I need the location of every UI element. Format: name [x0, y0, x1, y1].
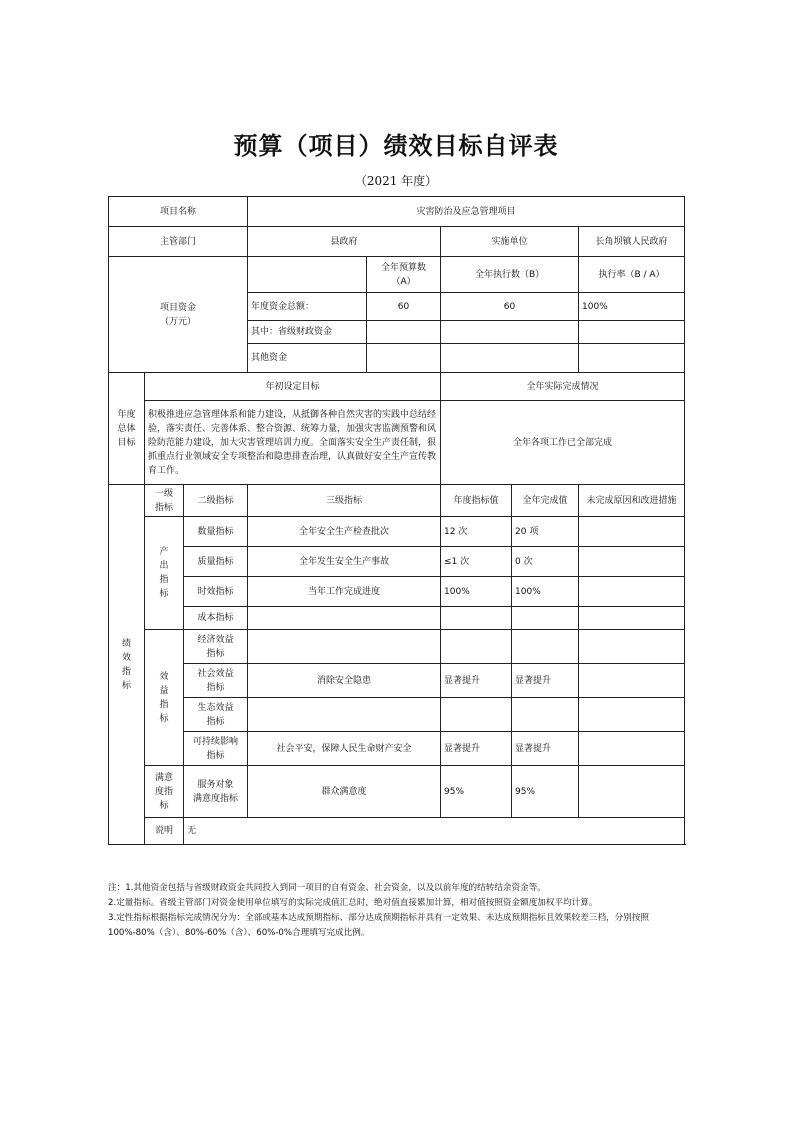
funds-row-label: 其他资金: [248, 344, 367, 373]
funds-row-budget: 60: [367, 293, 441, 321]
funds-row-budget: [367, 321, 441, 344]
indicator-actual: 显著提升: [512, 732, 579, 766]
funds-row-rate: [579, 321, 685, 344]
indicator-actual: 100%: [512, 577, 579, 607]
project-name-value: 灾害防治及应急管理项目: [248, 197, 685, 227]
goals-header-row: [109, 373, 685, 401]
remark-label: 说明: [145, 818, 184, 845]
indicator-level3: [248, 698, 441, 732]
indicator-row: [109, 698, 685, 732]
indicator-actual: 20 项: [512, 517, 579, 547]
indicator-level2: 质量指标: [184, 547, 248, 577]
funds-row-budget: [367, 344, 441, 373]
indicator-reason: [579, 517, 685, 547]
indicator-row: [109, 732, 685, 766]
indicator-row: [109, 547, 685, 577]
perf-header-target: 年度指标值: [441, 485, 512, 517]
benefit-indicator-label: 效 益 指 标: [145, 630, 184, 766]
goals-planned-text: 积极推进应急管理体系和能力建设，从抵御各种自然灾害的实践中总结经验，落实责任、完善体系、整合资源、统筹力量，加强灾害监测预警和风险防范能力建设，加大灾害管理培训力度。全面落实安全生产责任制，狠抓重点行业领域安全专项整治和隐患排查治理，认真做好安全生产宣传教育工作。: [145, 401, 441, 485]
indicator-row: [109, 577, 685, 607]
funds-row-rate: [579, 344, 685, 373]
indicator-level3: 全年安全生产检查批次: [248, 517, 441, 547]
indicator-reason: [579, 766, 685, 818]
remark-value: 无: [184, 818, 685, 845]
department-row: [109, 227, 685, 257]
indicator-level3: 消除安全隐患: [248, 664, 441, 698]
indicator-reason: [579, 664, 685, 698]
indicator-reason: [579, 607, 685, 630]
funds-row-exec: [441, 321, 579, 344]
col-exec-header: 全年执行数（B）: [441, 257, 579, 293]
indicator-actual: [512, 607, 579, 630]
indicator-reason: [579, 630, 685, 664]
indicator-level3: [248, 607, 441, 630]
col-rate-header: 执行率（B / A）: [579, 257, 685, 293]
indicator-row: [109, 766, 685, 818]
indicator-target: 12 次: [441, 517, 512, 547]
page-title: 预算（项目）绩效目标自评表: [233, 131, 559, 160]
funds-row-label: 年度资金总额：: [248, 293, 367, 321]
footnote: 2.定量指标。省级主管部门对资金使用单位填写的实际完成值汇总时，绝对值直接累加计算，相对值按照资金额度加权平均计算。: [108, 898, 598, 908]
indicator-level2: 可持续影响 指标: [184, 732, 248, 766]
perf-header-level3: 三级指标: [248, 485, 441, 517]
indicator-level2: 服务对象 满意度指标: [184, 766, 248, 818]
indicator-reason: [579, 547, 685, 577]
footnote: 3.定性指标根据指标完成情况分为：全部或基本达成预期指标、部分达成预期指标并具有一定效果、未达成预期指标且效果较差三档，分别按照 100%-80%（含）、80%-60%（含）、60%-0%合理填写完成比例。: [108, 913, 650, 938]
perf-header-reason: 未完成原因和改进措施: [579, 485, 685, 517]
indicator-target: 95%: [441, 766, 512, 818]
indicator-reason: [579, 732, 685, 766]
indicator-actual: 0 次: [512, 547, 579, 577]
perf-header-row: [109, 485, 685, 517]
perf-header-level1: 一级 指标: [145, 485, 184, 517]
funds-header-empty: [248, 257, 367, 293]
indicator-actual: 显著提升: [512, 664, 579, 698]
indicator-level3: 当年工作完成进度: [248, 577, 441, 607]
indicator-level2: 时效指标: [184, 577, 248, 607]
col-budget-header: 全年预算数 （A）: [367, 257, 441, 293]
dept-label: 主管部门: [109, 227, 248, 257]
goals-body-row: [109, 401, 685, 485]
perf-section-label: 绩 效 指 标: [109, 485, 145, 845]
indicator-target: [441, 630, 512, 664]
page-subtitle: （2021 年度）: [354, 174, 438, 188]
indicator-reason: [579, 698, 685, 732]
indicator-row: [109, 630, 685, 664]
remark-row: [109, 818, 685, 845]
footnote: 注：1.其他资金包括与省级财政资金共同投入到同一项目的自有资金、社会资金，以及以前年度的结转结余资金等。: [108, 883, 546, 893]
dept-value: 县政府: [248, 227, 441, 257]
footnotes: [108, 881, 686, 941]
indicator-row: [109, 664, 685, 698]
indicator-level3: 全年发生安全生产事故: [248, 547, 441, 577]
indicator-target: 显著提升: [441, 664, 512, 698]
funds-label: 项目资金 （万元）: [109, 257, 248, 373]
project-name-label: 项目名称: [109, 197, 248, 227]
indicator-target: 显著提升: [441, 732, 512, 766]
indicator-target: 100%: [441, 577, 512, 607]
funds-row-exec: [441, 344, 579, 373]
funds-row-rate: 100%: [579, 293, 685, 321]
output-indicator-label: 产 出 指 标: [145, 517, 184, 630]
indicator-reason: [579, 577, 685, 607]
indicator-row: [109, 517, 685, 547]
evaluation-table: [108, 196, 685, 845]
indicator-actual: [512, 630, 579, 664]
indicator-level2: 成本指标: [184, 607, 248, 630]
goals-label: 年度 总体 目标: [109, 373, 145, 485]
goals-actual-header: 全年实际完成情况: [441, 373, 685, 401]
impl-unit-value: 长角坝镇人民政府: [579, 227, 685, 257]
goals-planned-header: 年初设定目标: [145, 373, 441, 401]
indicator-target: ≤1 次: [441, 547, 512, 577]
funds-row-label: 其中：省级财政资金: [248, 321, 367, 344]
satisfaction-indicator-label: 满意 度指 标: [145, 766, 184, 818]
perf-header-level2: 二级指标: [184, 485, 248, 517]
indicator-row: [109, 607, 685, 630]
indicator-level2: 社会效益 指标: [184, 664, 248, 698]
indicator-level2: 经济效益 指标: [184, 630, 248, 664]
indicator-target: [441, 698, 512, 732]
funds-header-row: [109, 257, 685, 293]
project-name-row: [109, 197, 685, 227]
indicator-level3: [248, 630, 441, 664]
indicator-level2: 数量指标: [184, 517, 248, 547]
indicator-level3: 社会平安，保障人民生命财产安全: [248, 732, 441, 766]
indicator-actual: 95%: [512, 766, 579, 818]
perf-header-actual: 全年完成值: [512, 485, 579, 517]
goals-actual-text: 全年各项工作已全部完成: [441, 401, 685, 485]
indicator-level3: 群众满意度: [248, 766, 441, 818]
impl-unit-label: 实施单位: [441, 227, 579, 257]
indicator-target: [441, 607, 512, 630]
indicator-actual: [512, 698, 579, 732]
indicator-level2: 生态效益 指标: [184, 698, 248, 732]
funds-row-exec: 60: [441, 293, 579, 321]
